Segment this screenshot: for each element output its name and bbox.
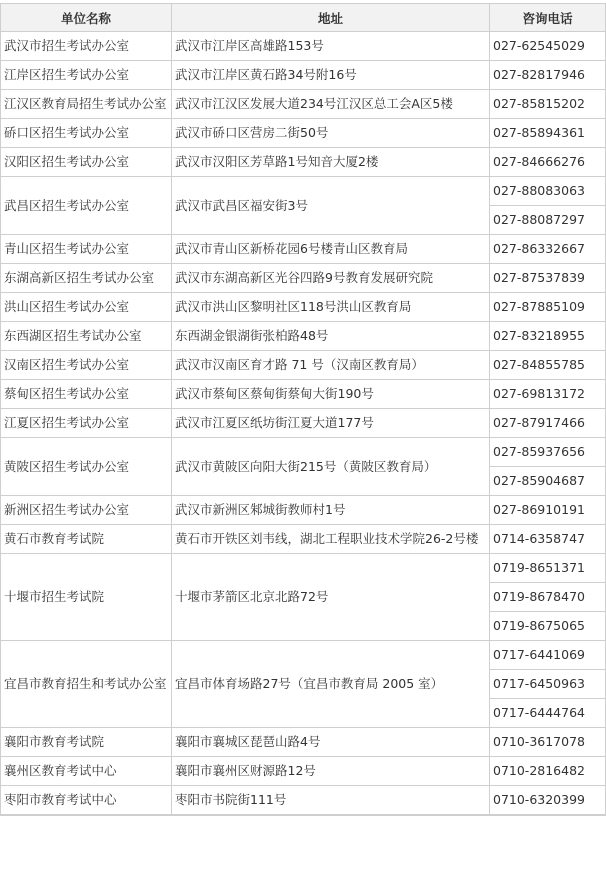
phone-number: 0710-2816482 — [493, 763, 585, 778]
cell-phone — [490, 119, 606, 148]
cell-unit-name: 武昌区招生考试办公室 — [1, 177, 172, 235]
header-phone: 咨询电话 — [490, 4, 606, 32]
cell-unit-name: 青山区招生考试办公室 — [1, 235, 172, 264]
cell-phone — [490, 322, 606, 351]
cell-phone — [490, 293, 606, 322]
table-row — [1, 496, 606, 525]
cell-address: 武汉市江汉区发展大道234号江汉区总工会A区5楼 — [172, 90, 490, 119]
cell-unit-name: 黄陂区招生考试办公室 — [1, 438, 172, 496]
cell-unit-name: 蔡甸区招生考试办公室 — [1, 380, 172, 409]
phone-number: 027-85937656 — [490, 438, 605, 467]
cell-unit-name: 江岸区招生考试办公室 — [1, 61, 172, 90]
cell-address: 武汉市江岸区黄石路34号附16号 — [172, 61, 490, 90]
phone-number: 0717-6450963 — [490, 670, 605, 699]
table-body — [1, 32, 606, 816]
cell-unit-name: 汉南区招生考试办公室 — [1, 351, 172, 380]
phone-number: 027-85815202 — [493, 96, 585, 111]
cell-unit-name: 十堰市招生考试院 — [1, 554, 172, 641]
table-row — [1, 438, 606, 496]
cell-address: 襄阳市襄州区财源路12号 — [172, 757, 490, 786]
table-row — [1, 351, 606, 380]
contact-table — [0, 3, 606, 816]
cell-unit-name: 枣阳市教育考试中心 — [1, 786, 172, 815]
cell-phone — [490, 728, 606, 757]
phone-number: 0719-8678470 — [490, 583, 605, 612]
table-row — [1, 409, 606, 438]
phone-number: 0717-6444764 — [493, 705, 585, 720]
cell-unit-name: 东西湖区招生考试办公室 — [1, 322, 172, 351]
phone-number: 0719-8675065 — [493, 618, 585, 633]
phone-number: 0714-6358747 — [493, 531, 585, 546]
cell-phone — [490, 409, 606, 438]
cell-unit-name: 襄州区教育考试中心 — [1, 757, 172, 786]
phone-number: 0717-6441069 — [490, 641, 605, 670]
cell-address: 武汉市新洲区邾城街教师村1号 — [172, 496, 490, 525]
phone-number: 027-87917466 — [493, 415, 585, 430]
cell-address: 武汉市江夏区纸坊街江夏大道177号 — [172, 409, 490, 438]
table-row — [1, 235, 606, 264]
phone-number: 027-87537839 — [493, 270, 585, 285]
phone-number: 027-88087297 — [493, 212, 585, 227]
table-row — [1, 322, 606, 351]
cell-phone — [490, 148, 606, 177]
table-row — [1, 380, 606, 409]
cell-unit-name: 新洲区招生考试办公室 — [1, 496, 172, 525]
cell-address: 武汉市江岸区高雄路153号 — [172, 32, 490, 61]
cell-unit-name: 汉阳区招生考试办公室 — [1, 148, 172, 177]
table-row — [1, 728, 606, 757]
table-row — [1, 641, 606, 728]
cell-address: 武汉市青山区新桥花园6号楼青山区教育局 — [172, 235, 490, 264]
cell-phone — [490, 815, 606, 816]
cell-address: 武汉市武昌区福安街3号 — [172, 177, 490, 235]
table-row — [1, 90, 606, 119]
table-row — [1, 61, 606, 90]
table-row — [1, 525, 606, 554]
table-row — [1, 815, 606, 816]
table-row — [1, 148, 606, 177]
phone-number: 027-85894361 — [493, 125, 585, 140]
phone-number: 027-88083063 — [490, 177, 605, 206]
cell-address: 武汉市东湖高新区光谷四路9号教育发展研究院 — [172, 264, 490, 293]
phone-number: 0710-6320399 — [493, 792, 585, 807]
cell-unit-name: 东湖高新区招生考试办公室 — [1, 264, 172, 293]
cell-phone — [490, 525, 606, 554]
cell-phone — [490, 177, 606, 235]
phone-number: 027-85904687 — [493, 473, 585, 488]
cell-unit-name: 黄石市教育考试院 — [1, 525, 172, 554]
phone-number: 027-84855785 — [493, 357, 585, 372]
cell-address: 宜昌市体育场路27号（宜昌市教育局 2005 室） — [172, 641, 490, 728]
cell-phone — [490, 438, 606, 496]
cell-phone — [490, 380, 606, 409]
phone-number: 027-86910191 — [493, 502, 585, 517]
table-row — [1, 32, 606, 61]
table-row — [1, 119, 606, 148]
cell-phone — [490, 641, 606, 728]
cell-address — [172, 815, 490, 816]
table-row — [1, 177, 606, 235]
cell-address: 武汉市黄陂区向阳大街215号（黄陂区教育局） — [172, 438, 490, 496]
cell-phone — [490, 351, 606, 380]
cell-unit-name: 襄阳市教育考试院 — [1, 728, 172, 757]
cell-phone — [490, 61, 606, 90]
cell-address: 襄阳市襄城区琵琶山路4号 — [172, 728, 490, 757]
cell-phone — [490, 757, 606, 786]
cell-unit-name — [1, 815, 172, 816]
cell-unit-name: 硚口区招生考试办公室 — [1, 119, 172, 148]
cell-address: 武汉市洪山区黎明社区118号洪山区教育局 — [172, 293, 490, 322]
cell-phone — [490, 264, 606, 293]
header-name: 单位名称 — [1, 4, 172, 32]
table-header-row — [1, 4, 606, 32]
table-row — [1, 554, 606, 641]
cell-unit-name: 洪山区招生考试办公室 — [1, 293, 172, 322]
cell-unit-name: 江汉区教育局招生考试办公室 — [1, 90, 172, 119]
cell-address: 东西湖金银湖街张柏路48号 — [172, 322, 490, 351]
cell-address: 武汉市蔡甸区蔡甸街蔡甸大街190号 — [172, 380, 490, 409]
cell-phone — [490, 90, 606, 119]
cell-phone — [490, 235, 606, 264]
cell-address: 武汉市汉阳区芳草路1号知音大厦2楼 — [172, 148, 490, 177]
table-row — [1, 293, 606, 322]
header-address: 地址 — [172, 4, 490, 32]
cell-phone — [490, 786, 606, 815]
phone-number: 027-84666276 — [493, 154, 585, 169]
phone-number: 027-69813172 — [493, 386, 585, 401]
cell-phone — [490, 32, 606, 61]
phone-number: 027-62545029 — [493, 38, 585, 53]
cell-unit-name: 江夏区招生考试办公室 — [1, 409, 172, 438]
table-row — [1, 757, 606, 786]
cell-address: 十堰市茅箭区北京北路72号 — [172, 554, 490, 641]
phone-number: 0719-8651371 — [490, 554, 605, 583]
cell-unit-name: 武汉市招生考试办公室 — [1, 32, 172, 61]
cell-address: 武汉市汉南区育才路 71 号（汉南区教育局） — [172, 351, 490, 380]
cell-address: 黄石市开铁区刘韦线，湖北工程职业技术学院26-2号楼 — [172, 525, 490, 554]
table-row — [1, 786, 606, 815]
cell-unit-name: 宜昌市教育招生和考试办公室 — [1, 641, 172, 728]
cell-phone — [490, 554, 606, 641]
cell-address: 枣阳市书院街111号 — [172, 786, 490, 815]
phone-number: 027-86332667 — [493, 241, 585, 256]
cell-address: 武汉市硚口区营房二街50号 — [172, 119, 490, 148]
phone-number: 027-82817946 — [493, 67, 585, 82]
phone-number: 0710-3617078 — [493, 734, 585, 749]
table-row — [1, 264, 606, 293]
phone-number: 027-87885109 — [493, 299, 585, 314]
cell-phone — [490, 496, 606, 525]
phone-number: 027-83218955 — [493, 328, 585, 343]
